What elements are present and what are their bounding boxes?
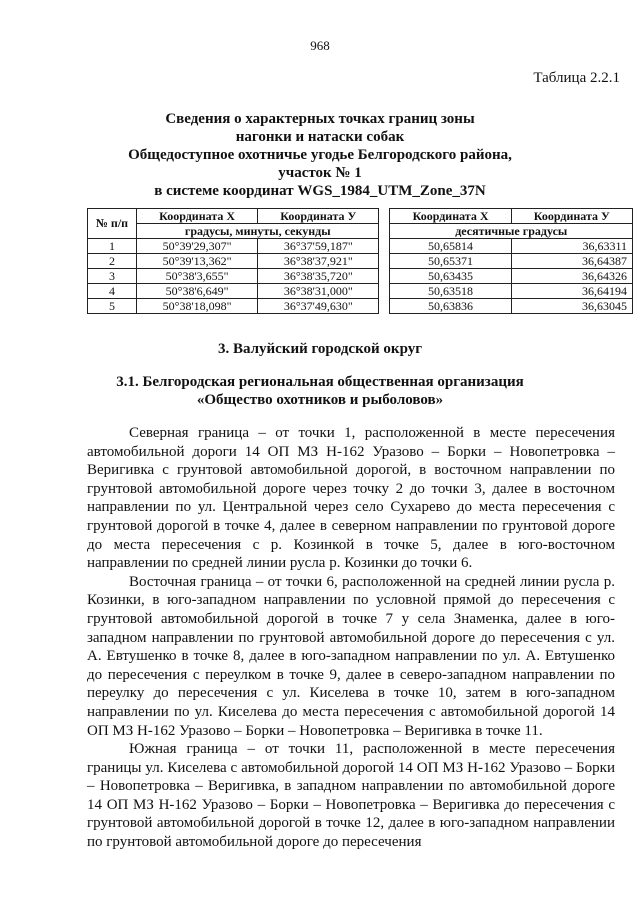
subsection-title-line: 3.1. Белгородская региональная общественная организация xyxy=(116,374,524,390)
x-dms-cell: 50°39'29,307" xyxy=(137,239,258,254)
paragraph-south-border: Южная граница – от точки 11, расположенной в месте пересечения границы ул. Киселева с автомобильной дорогой 14 ОП МЗ Н-162 Уразово – Борки – Новопетровка – Веригивка, в западном направлении по автомобильной дороге 14 ОП МЗ Н-162 Уразово – Борки – Новопетровка – Веригивка до пересечения с грунтовой автомобильной дорогой в точке 12, далее в юго-западном направлении по грунтовой автомобильной дороге до пересечения xyxy=(87,741,615,851)
table-row xyxy=(88,299,633,314)
body-text xyxy=(87,424,615,852)
x-dms-cell: 50°38'3,655" xyxy=(137,269,258,284)
y-dec-cell: 36,63311 xyxy=(511,239,632,254)
row-number: 3 xyxy=(88,269,137,284)
row-number: 5 xyxy=(88,299,137,314)
heading-line: в системе координат WGS_1984_UTM_Zone_37N xyxy=(154,183,486,199)
heading-line: Общедоступное охотничье угодье Белгородского района, xyxy=(128,147,512,163)
x-dec-cell: 50,63435 xyxy=(390,269,511,284)
x-dms-cell: 50°39'13,362" xyxy=(137,254,258,269)
table-gap xyxy=(379,299,390,314)
col-x-dms-header: Координата X xyxy=(137,209,258,224)
table-gap xyxy=(379,254,390,269)
x-dec-cell: 50,65814 xyxy=(390,239,511,254)
table-gap xyxy=(379,224,390,239)
table-header-row xyxy=(88,209,633,224)
heading-line: участок № 1 xyxy=(278,165,362,181)
subsection-title-line: «Общество охотников и рыболовов» xyxy=(196,392,444,408)
heading-line: нагонки и натаски собак xyxy=(235,129,405,145)
table-gap xyxy=(379,284,390,299)
table-row xyxy=(88,284,633,299)
x-dec-cell: 50,65371 xyxy=(390,254,511,269)
row-number: 1 xyxy=(88,239,137,254)
table-row xyxy=(88,254,633,269)
col-y-dec-header: Координата У xyxy=(511,209,632,224)
x-dms-cell: 50°38'18,098" xyxy=(137,299,258,314)
x-dms-cell: 50°38'6,649" xyxy=(137,284,258,299)
row-number: 2 xyxy=(88,254,137,269)
coordinates-table xyxy=(87,208,633,314)
y-dec-cell: 36,64326 xyxy=(511,269,632,284)
col-x-dec-header: Координата X xyxy=(390,209,511,224)
col-npp-header: № п/п xyxy=(88,209,137,239)
heading-line: Сведения о характерных точках границ зоны xyxy=(165,111,475,127)
y-dec-cell: 36,64387 xyxy=(511,254,632,269)
table-row xyxy=(88,239,633,254)
paragraph-east-border: Восточная граница – от точки 6, расположенной на средней линии русла р. Козинки, в юго-западном направлении по условной прямой до пересечения с грунтовой автомобильной дорогой в точке 7 у села Знаменка, далее в юго-западном направлении по грунтовой автомобильной дороге до пересечения с ул. А. Евтушенко в точке 8, далее в юго-западном направлении по ул. А. Евтушенко до пересечения с переулком в точке 9, далее в северо-западном направлении по переулку до пересечения с ул. Киселева в точке 10, затем в юго-западном направлении по ул. Киселева до места пересечения с автомобильной дорогой 14 ОП МЗ Н-162 Уразово – Борки – Новопетровка – Веригивка в точке 11. xyxy=(87,573,615,739)
y-dms-cell: 36°37'59,187" xyxy=(258,239,379,254)
x-dec-cell: 50,63518 xyxy=(390,284,511,299)
y-dms-cell: 36°38'31,000" xyxy=(258,284,379,299)
y-dec-cell: 36,63045 xyxy=(511,299,632,314)
paragraph-north-border: Северная граница – от точки 1, расположенной в месте пересечения автомобильной дороги 14 ОП МЗ Н-162 Уразово – Борки – Новопетровка – Веригивка с грунтовой автомобильной дорогой, в восточном направлении по грунтовой автомобильной дороге через точку 2 до точки 3, далее в восточном направлении по ул. Центральной через село Сухарево до места пересечения с грунтовой дорогой в точке 4, далее в северном направлении по грунтовой дороге до места пересечения с р. Козинкой в точке 5, далее в юго-восточном направлении по средней линии русла р. Козинки до точки 6. xyxy=(87,425,615,572)
section-title: 3. Валуйский городской округ xyxy=(217,341,423,357)
y-dec-cell: 36,64194 xyxy=(511,284,632,299)
table-gap xyxy=(379,269,390,284)
table-row xyxy=(88,269,633,284)
x-dec-cell: 50,63836 xyxy=(390,299,511,314)
unit-dms-header: градусы, минуты, секунды xyxy=(137,224,379,239)
page-number: 968 xyxy=(310,38,330,53)
subsection-title xyxy=(0,373,640,409)
col-y-dms-header: Координата У xyxy=(258,209,379,224)
table-heading xyxy=(60,110,580,200)
y-dms-cell: 36°38'37,921" xyxy=(258,254,379,269)
table-unit-row xyxy=(88,224,633,239)
table-label: Таблица 2.2.1 xyxy=(533,70,620,86)
table-gap xyxy=(379,209,390,224)
y-dms-cell: 36°38'35,720" xyxy=(258,269,379,284)
table-gap xyxy=(379,239,390,254)
y-dms-cell: 36°37'49,630" xyxy=(258,299,379,314)
row-number: 4 xyxy=(88,284,137,299)
unit-dec-header: десятичные градусы xyxy=(390,224,633,239)
